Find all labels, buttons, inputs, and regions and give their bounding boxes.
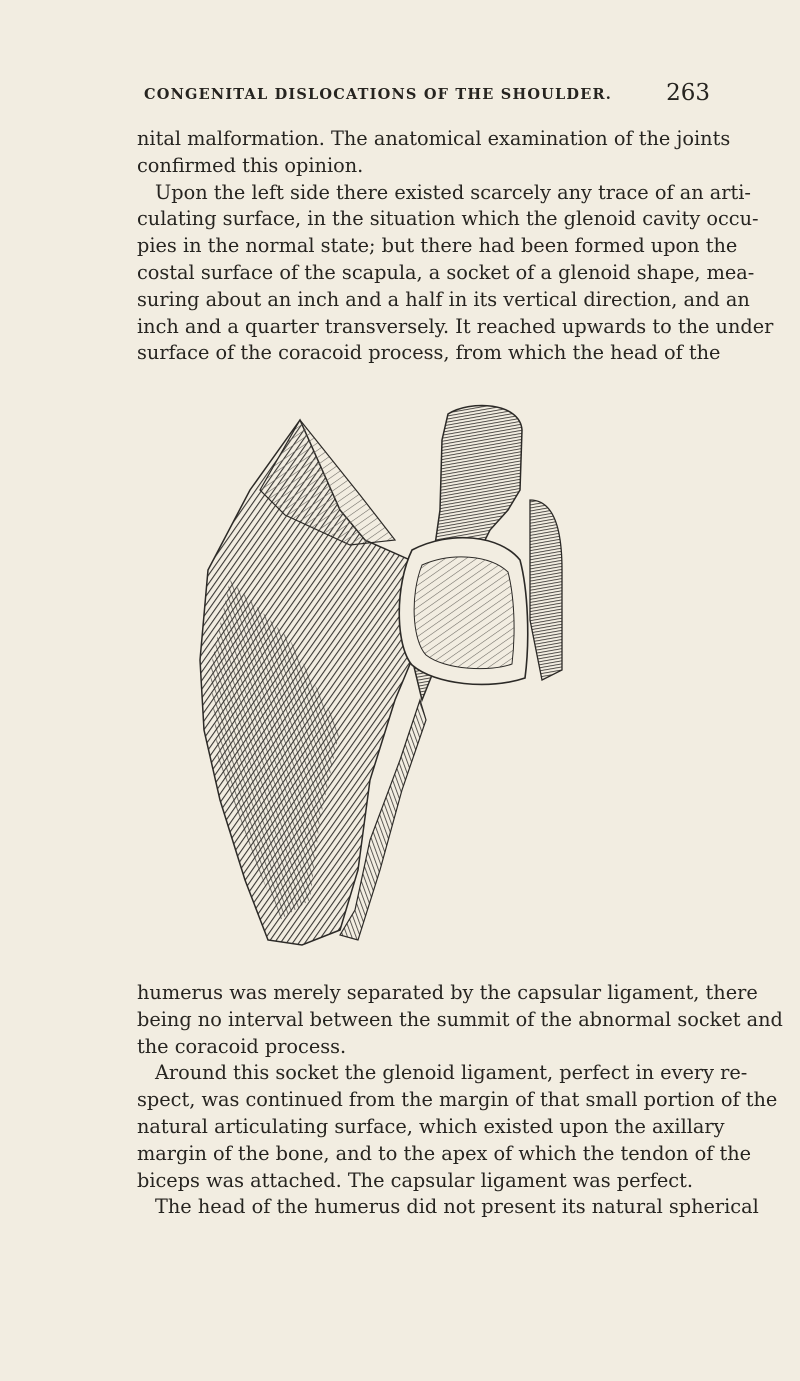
scapula-engraving [190, 400, 590, 960]
text-line: pies in the normal state; but there had been formed upon the [137, 234, 738, 258]
text-line: being no interval between the summit of the abnormal socket and [137, 1007, 783, 1031]
text-line: biceps was attached. The capsular ligament was perfect. [137, 1168, 693, 1192]
text-line: suring about an inch and a half in its vertical direction, and an [137, 287, 750, 311]
running-header [140, 80, 710, 110]
scapula-illustration [190, 400, 590, 960]
text-line: Around this socket the glenoid ligament, perfect in every re- [155, 1061, 748, 1085]
socket-interior [414, 557, 514, 669]
text-line: Upon the left side there existed scarcely any trace of an arti- [155, 180, 751, 204]
text-line: natural articulating surface, which existed upon the axillary [137, 1114, 725, 1138]
body-text-top [137, 126, 774, 367]
acromion-rim [530, 500, 562, 680]
running-title: CONGENITAL DISLOCATIONS OF THE SHOULDER. [144, 86, 612, 103]
text-line: culating surface, in the situation which the glenoid cavity occu- [137, 207, 759, 231]
body-text-bottom [137, 980, 783, 1221]
text-line: the coracoid process. [137, 1034, 347, 1058]
text-line: spect, was continued from the margin of that small portion of the [137, 1088, 778, 1112]
text-line: nital malformation. The anatomical examination of the joints [137, 127, 731, 150]
text-line: The head of the humerus did not present its natural spherical [155, 1195, 759, 1219]
text-line: surface of the coracoid process, from which the head of the [137, 341, 721, 365]
page-number: 263 [666, 80, 710, 106]
text-line: confirmed this opinion. [137, 153, 364, 177]
text-line: margin of the bone, and to the apex of which the tendon of the [137, 1141, 752, 1165]
text-line: costal surface of the scapula, a socket of a glenoid shape, mea- [137, 260, 755, 284]
text-line: humerus was merely separated by the capsular ligament, there [137, 981, 758, 1004]
text-line: inch and a quarter transversely. It reached upwards to the under [137, 314, 774, 338]
